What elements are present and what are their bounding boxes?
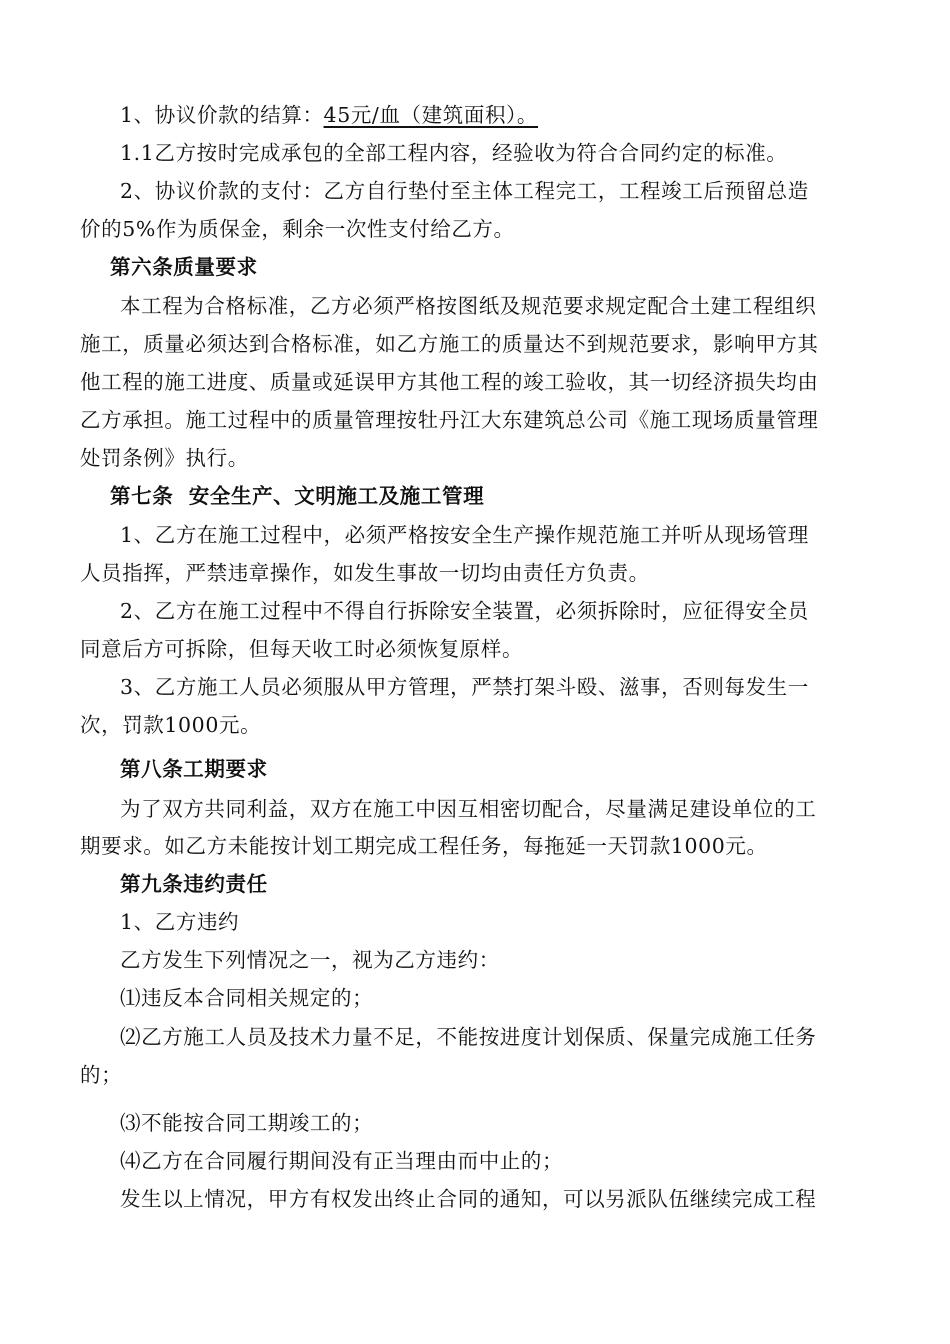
paragraph-line: ⑷乙方在合同履行期间没有正当理由而中止的；: [120, 1149, 564, 1173]
paragraph-line: 价的5%作为质保金，剩余一次性支付给乙方。: [80, 217, 515, 241]
settlement-price: 45元/血（建筑面积）。: [323, 103, 538, 127]
paragraph-line: 次，罚款1000元。: [80, 713, 262, 737]
paragraph-line: 期要求。如乙方未能按计划工期完成工程任务，每拖延一天罚款1000元。: [80, 834, 768, 858]
settlement-line: [120, 101, 538, 129]
paragraph-line: 为了双方共同利益，双方在施工中因互相密切配合，尽量满足建设单位的工: [120, 797, 817, 821]
paragraph-line: 同意后方可拆除，但每天收工时必须恢复原样。: [80, 637, 524, 661]
article-heading: 第六条质量要求: [110, 255, 258, 279]
paragraph-line: 1.1乙方按时完成承包的全部工程内容，经验收为符合合同约定的标准。: [120, 141, 788, 165]
paragraph-line: 施工，质量必须达到合格标准，如乙方施工的质量达不到规范要求，影响甲方其: [80, 332, 819, 356]
paragraph-line: 1、乙方在施工过程中，必须严格按安全生产操作规范施工并听从现场管理: [120, 523, 809, 547]
paragraph-line: ⑵乙方施工人员及技术力量不足，不能按进度计划保质、保量完成施工任务: [120, 1025, 817, 1049]
paragraph-line: ⑶不能按合同工期竣工的；: [120, 1111, 374, 1135]
paragraph-line: 乙方承担。施工过程中的质量管理按牡丹江大东建筑总公司《施工现场质量管理: [80, 408, 819, 432]
article-heading: 第八条工期要求: [120, 757, 268, 781]
paragraph-line: 发生以上情况，甲方有权发出终止合同的通知，可以另派队伍继续完成工程: [120, 1187, 817, 1211]
paragraph-line: 处罚条例》执行。: [80, 446, 249, 470]
paragraph-line: 他工程的施工进度、质量或延误甲方其他工程的竣工验收，其一切经济损失均由: [80, 370, 819, 394]
paragraph-line: 本工程为合格标准，乙方必须严格按图纸及规范要求规定配合土建工程组织: [120, 294, 817, 318]
paragraph-line: 乙方发生下列情况之一，视为乙方违约：: [120, 948, 500, 972]
paragraph-line: 2、乙方在施工过程中不得自行拆除安全装置，必须拆除时，应征得安全员: [120, 599, 809, 623]
article-heading: 第九条违约责任: [120, 872, 268, 896]
settlement-label: 1、协议价款的结算：: [120, 103, 324, 127]
article-heading: 第七条 安全生产、文明施工及施工管理: [110, 484, 485, 508]
paragraph-line: ⑴违反本合同相关规定的；: [120, 986, 374, 1010]
paragraph-line: 人员指挥，严禁违章操作，如发生事故一切均由责任方负责。: [80, 561, 650, 585]
paragraph-line: 1、乙方违约: [120, 910, 240, 934]
paragraph-line: 2、协议价款的支付：乙方自行垫付至主体工程完工，工程竣工后预留总造: [120, 179, 809, 203]
paragraph-line: 3、乙方施工人员必须服从甲方管理，严禁打架斗殴、滋事，否则每发生一: [120, 675, 809, 699]
paragraph-line: 的；: [80, 1063, 123, 1087]
